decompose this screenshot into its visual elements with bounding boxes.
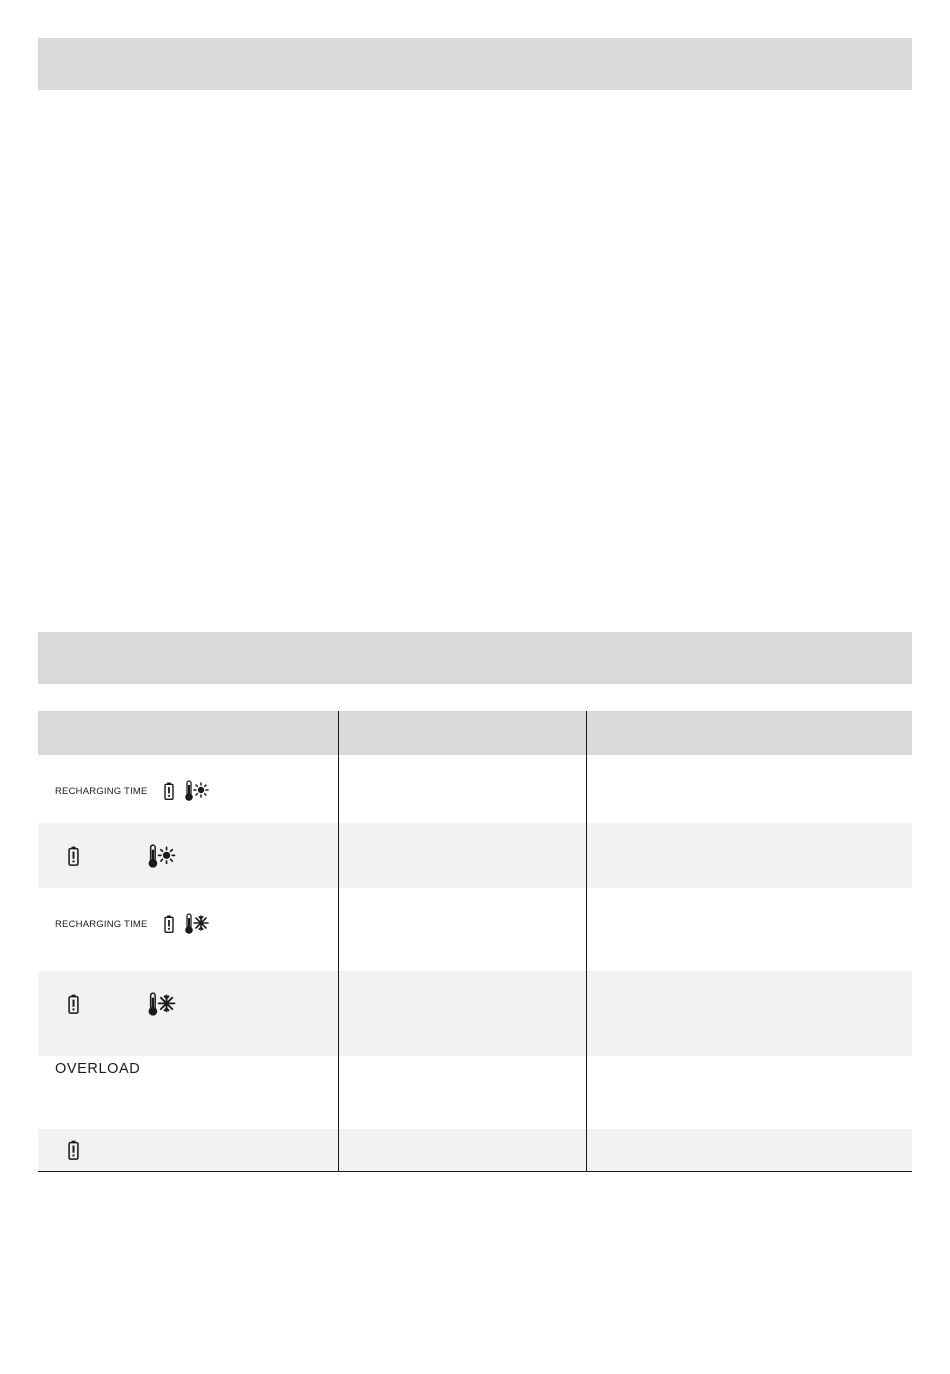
table-row: [38, 1129, 912, 1171]
indicator-cell: [38, 755, 338, 823]
table-cell: [338, 1129, 587, 1171]
table-header-cell: [338, 711, 587, 755]
table-row: [38, 755, 912, 823]
recharging-time-label: RECHARGING TIME: [55, 786, 148, 797]
table-row: [38, 888, 912, 971]
indicator-cell: [38, 888, 338, 971]
table-cell: [586, 1056, 912, 1129]
thermometer-hot-icon: [147, 844, 177, 869]
recharging-time-label: RECHARGING TIME: [55, 919, 148, 930]
indicator-cell: [38, 1129, 338, 1171]
indicator-cell: [38, 823, 338, 888]
table-cell: [338, 1056, 587, 1129]
overload-label: OVERLOAD: [55, 1061, 141, 1077]
thermometer-hot-icon: [184, 780, 210, 802]
table-cell: [338, 971, 587, 1056]
table-header-cell: [38, 711, 338, 755]
thermometer-cold-icon: [184, 913, 210, 935]
battery-alert-icon: [68, 1140, 79, 1160]
battery-alert-icon: [164, 915, 174, 933]
table-cell: [338, 823, 587, 888]
battery-alert-icon: [68, 846, 79, 866]
table-header-row: [38, 711, 912, 755]
table-cell: [586, 1129, 912, 1171]
thermometer-cold-icon: [147, 992, 177, 1017]
table-cell: [586, 823, 912, 888]
table-header-cell: [586, 711, 912, 755]
section-header-bar-middle: [38, 632, 912, 684]
section-header-bar-top: [38, 38, 912, 90]
indicator-cell: [38, 971, 338, 1056]
battery-alert-icon: [68, 994, 79, 1014]
table-cell: [338, 755, 587, 823]
table-bottom-rule: [38, 1171, 912, 1172]
table-cell: [586, 971, 912, 1056]
table-cell: [586, 888, 912, 971]
table-cell: [586, 755, 912, 823]
battery-alert-icon: [164, 782, 174, 800]
table-cell: [338, 888, 587, 971]
indicator-cell: [38, 1056, 338, 1129]
table-row: [38, 823, 912, 888]
indicator-table: [38, 711, 912, 1172]
table-row: [38, 1056, 912, 1129]
table-row: [38, 971, 912, 1056]
